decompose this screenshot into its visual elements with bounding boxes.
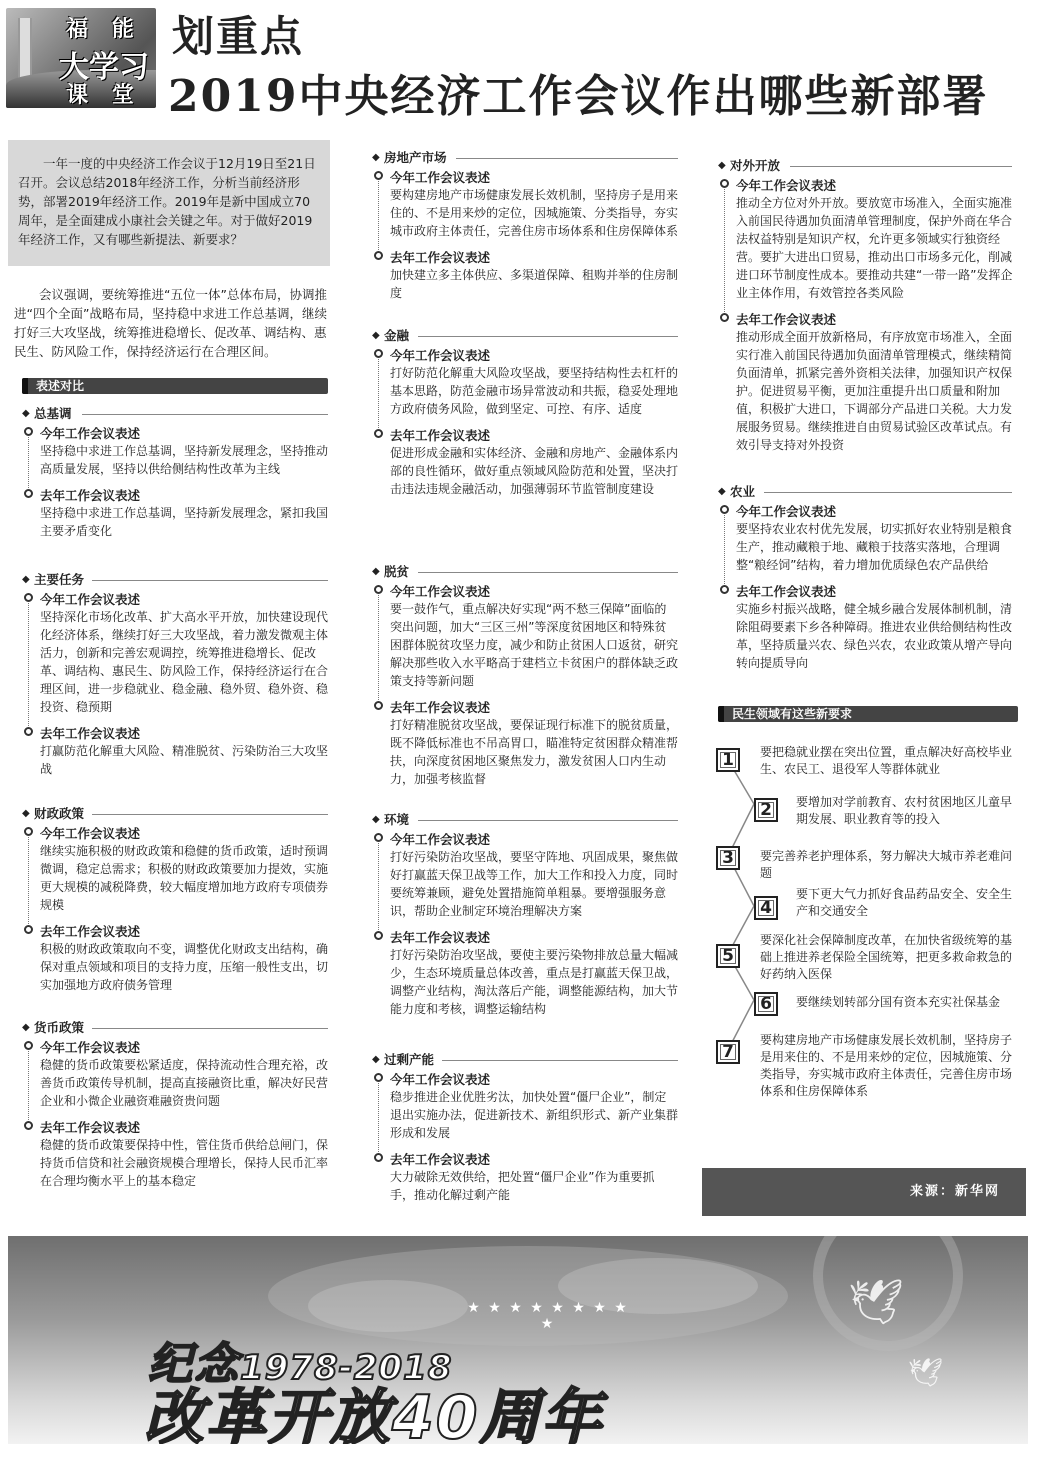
section-title: 过剩产能 — [384, 1052, 435, 1067]
logo-line-1: 福 能 — [66, 16, 142, 42]
bullet-ring-icon — [374, 251, 383, 260]
entry-text: 打好防范化解重大风险攻坚战，要坚持结构性去杠杆的基本思路，防范金融市场异常波动和共振，稳妥处理地方政府债务风险，做到坚定、可控、有序、适度 — [390, 366, 679, 416]
minsheng-item: 要把稳就业摆在突出位置，重点解决好高校毕业生、农民工、退役军人等群体就业 — [760, 745, 1013, 776]
bullet-ring-icon — [24, 827, 33, 836]
logo-line-3: 课 堂 — [66, 82, 142, 108]
section-fangdichan — [372, 148, 678, 310]
entry-label: 去年工作会议表述 — [736, 312, 837, 327]
section-title: 脱贫 — [384, 564, 410, 579]
diamond-icon: ◆ — [372, 330, 380, 341]
entry-text: 大力破除无效供给，把处置“僵尸企业”作为重要抓手，推动化解过剩产能 — [390, 1170, 655, 1202]
section-title: 总基调 — [34, 406, 72, 421]
intro-paragraph: 会议强调，要统筹推进“五位一体”总体布局，协调推进“四个全面”战略布局，坚持稳中求进工作总基调，继续打好三大攻坚战，统筹推进稳增长、促改革、调结构、惠民生、防风险工作，保持经济运行在合理区间。 — [14, 287, 327, 359]
bullet-ring-icon — [24, 1041, 33, 1050]
bullet-ring-icon — [374, 701, 383, 710]
source-credit: 来源：新华网 — [702, 1168, 1026, 1216]
bullet-ring-icon — [374, 429, 383, 438]
entry-label: 去年工作会议表述 — [390, 700, 491, 715]
section-title: 环境 — [384, 812, 410, 827]
bullet-ring-icon — [374, 833, 383, 842]
bullet-ring-icon — [374, 1073, 383, 1082]
entry-label: 今年工作会议表述 — [736, 178, 837, 193]
bullet-ring-icon — [720, 179, 729, 188]
diamond-icon: ◆ — [718, 160, 726, 171]
minsheng-item: 要构建房地产市场健康发展长效机制，坚持房子是用来住的、不是用来炒的定位，因城施策、分类指导，夯实城市政府主体责任，完善住房市场体系和住房保障体系 — [760, 1033, 1013, 1098]
banner-commemorate: 纪念 — [148, 1339, 240, 1390]
section-jinrong — [372, 326, 678, 506]
minsheng-item: 要增加对学前教育、农村贫困地区儿童早期发展、职业教育等的投入 — [796, 795, 1013, 826]
section-title: 财政政策 — [34, 806, 85, 821]
number-badge-4: 4 — [754, 896, 778, 920]
entry-text: 要坚持农业农村优先发展，切实抓好农业特别是粮食生产，推动藏粮于地、藏粮于技落实落地，合理调整“粮经饲”结构，着力增加优质绿色农产品供给 — [736, 522, 1013, 572]
bullet-ring-icon — [720, 313, 729, 322]
entry-label: 今年工作会议表述 — [40, 1040, 141, 1055]
entry-text: 实施乡村振兴战略，健全城乡融合发展体制机制，清除阻碍要素下乡各种障碍。推进农业供给侧结构性改革，坚持质量兴农、绿色兴农，农业政策从增产导向转向提质导向 — [736, 602, 1013, 670]
section-title: 金融 — [384, 328, 410, 343]
minsheng-item: 要继续划转部分国有资本充实社保基金 — [796, 995, 1001, 1009]
entry-text: 打好精准脱贫攻坚战，要保证现行标准下的脱贫质量，既不降低标准也不吊高胃口，瞄准特定贫困群众精准帮扶，向深度贫困地区聚焦发力，激发贫困人口内生动力，加强考核监督 — [390, 718, 679, 786]
diamond-icon: ◆ — [372, 566, 380, 577]
diamond-icon: ◆ — [22, 808, 30, 819]
zigzag-connector — [700, 740, 800, 1070]
entry-text: 稳健的货币政策要松紧适度，保持流动性合理充裕，改善货币政策传导机制，提高直接融资比重，解决好民营企业和小微企业融资难融资贵问题 — [40, 1058, 329, 1108]
stars-icon: ★ ★ ★ ★ ★ ★ ★ ★ ★ — [467, 1300, 629, 1332]
entry-text: 稳步推进企业优胜劣汰，加快处置“僵尸企业”，制定退出实施办法，促进新技术、新组织形式、新产业集群形成和发展 — [390, 1090, 679, 1140]
dove-icon: 🕊 — [908, 1356, 944, 1389]
diamond-icon: ◆ — [22, 408, 30, 419]
section-title: 农业 — [730, 484, 756, 499]
minsheng-item: 要完善养老护理体系，努力解决大城市养老难问题 — [760, 849, 1013, 880]
entry-label: 今年工作会议表述 — [390, 170, 491, 185]
section-title: 对外开放 — [730, 158, 781, 173]
section-huobi — [22, 1018, 328, 1198]
bullet-ring-icon — [24, 489, 33, 498]
diamond-icon: ◆ — [22, 574, 30, 585]
bullet-ring-icon — [374, 931, 383, 940]
entry-label: 今年工作会议表述 — [390, 584, 491, 599]
entry-text: 继续实施积极的财政政策和稳健的货币政策，适时预调微调，稳定总需求；积极的财政政策要加力提效，实施更大规模的减税降费，较大幅度增加地方政府专项债券规模 — [40, 844, 329, 912]
entry-text: 促进形成金融和实体经济、金融和房地产、金融体系内部的良性循环，做好重点领域风险防范和处置，坚决打击违法违规金融活动，加强薄弱环节监管制度建设 — [390, 446, 679, 496]
section-zhuyao — [22, 570, 328, 786]
entry-label: 今年工作会议表述 — [40, 592, 141, 607]
logo-line-2: 大学习 — [59, 50, 149, 85]
bullet-ring-icon — [720, 585, 729, 594]
entry-label: 去年工作会议表述 — [390, 930, 491, 945]
bullet-ring-icon — [374, 349, 383, 358]
section-huanjing — [372, 810, 678, 1026]
section-nongye — [718, 482, 1018, 680]
entry-text: 打赢防范化解重大风险、精准脱贫、污染防治三大攻坚战 — [40, 744, 329, 776]
minsheng-banner: 民生领域有这些新要求 — [718, 706, 1018, 722]
number-badge-2: 2 — [754, 798, 778, 822]
entry-label: 今年工作会议表述 — [736, 504, 837, 519]
entry-label: 去年工作会议表述 — [390, 1152, 491, 1167]
intro-box: 一年一度的中央经济工作会议于12月19日至21日召开。会议总结2018年经济工作，分析当前经济形势，部署2019年经济工作。2019年是新中国成立70周年，是全面建成小康社会关键之年。对于做好2019年经济工作，又有哪些新提法、新要求？ — [8, 140, 330, 266]
section-tuopin — [372, 562, 678, 796]
banner-line-2: 改革开放40周年 — [144, 1383, 604, 1444]
minsheng-item: 要下更大气力抓好食品药品安全、安全生产和交通安全 — [796, 887, 1013, 918]
entry-text: 坚持稳中求进工作总基调，坚持新发展理念，坚持推动高质量发展，坚持以供给侧结构性改革为主线 — [40, 444, 329, 476]
bullet-ring-icon — [374, 585, 383, 594]
diamond-icon: ◆ — [372, 814, 380, 825]
number-badge-5: 5 — [716, 944, 740, 968]
bullet-ring-icon — [24, 727, 33, 736]
entry-label: 今年工作会议表述 — [390, 1072, 491, 1087]
bullet-ring-icon — [374, 1153, 383, 1162]
banner-years: 1978-2018 — [240, 1348, 453, 1388]
section-title: 房地产市场 — [384, 150, 447, 165]
entry-label: 今年工作会议表述 — [40, 826, 141, 841]
compare-banner: 表述对比 — [22, 378, 328, 394]
bullet-ring-icon — [24, 427, 33, 436]
entry-label: 去年工作会议表述 — [40, 488, 141, 503]
entry-label: 去年工作会议表述 — [736, 584, 837, 599]
entry-text: 推动全方位对外开放。要放宽市场准入，全面实施准入前国民待遇加负面清单管理制度，保护外商在华合法权益特别是知识产权，允许更多领域实行独资经营。要扩大进出口贸易，推动出口市场多元化，削减进口环节制度性成本。要推动共建“一带一路”发挥企业主体作用，有效管控各类风险 — [736, 196, 1013, 300]
section-zong — [22, 404, 328, 548]
number-badge-3: 3 — [716, 846, 740, 870]
bullet-ring-icon — [24, 1121, 33, 1130]
minsheng-item: 要深化社会保障制度改革，在加快省级统筹的基础上推进养老保险全国统筹，把更多救命救急的好药纳入医保 — [760, 933, 1013, 981]
page-title: 2019中央经济工作会议作出哪些新部署 — [168, 71, 989, 122]
diamond-icon: ◆ — [372, 1054, 380, 1065]
diamond-icon: ◆ — [372, 152, 380, 163]
entry-text: 打好污染防治攻坚战，要坚守阵地、巩固成果，聚焦做好打赢蓝天保卫战等工作，加大工作和投入力度，同时要统筹兼顾，避免处置措施简单粗暴。要增强服务意识，帮助企业制定环境治理解决方案 — [390, 850, 679, 918]
entry-label: 今年工作会议表述 — [390, 348, 491, 363]
entry-text: 要构建房地产市场健康发展长效机制，坚持房子是用来住的、不是用来炒的定位，因城施策、分类指导，夯实城市政府主体责任，完善住房市场体系和住房保障体系 — [390, 188, 679, 238]
entry-label: 去年工作会议表述 — [390, 250, 491, 265]
bullet-ring-icon — [720, 505, 729, 514]
entry-text: 推动形成全面开放新格局，有序放宽市场准入，全面实行准入前国民待遇加负面清单管理模式，继续精简负面清单，抓紧完善外资相关法律，加强知识产权保护。促进贸易平衡，更加注重提升出口质量和附加值，积极扩大进口，下调部分产品进口关税。大力发展服务贸易。继续推进自由贸易试验区改革试点。有效引导支持对外投资 — [736, 330, 1013, 452]
number-badge-7: 7 — [716, 1040, 740, 1064]
entry-label: 去年工作会议表述 — [40, 726, 141, 741]
diamond-icon: ◆ — [718, 486, 726, 497]
entry-label: 去年工作会议表述 — [40, 1120, 141, 1135]
section-duiwai — [718, 156, 1018, 462]
section-title: 主要任务 — [34, 572, 85, 587]
entry-text: 打好污染防治攻坚战，要使主要污染物排放总量大幅减少，生态环境质量总体改善，重点是打赢蓝天保卫战，调整产业结构，淘汰落后产能，调整能源结构，加大节能力度和考核，调整运输结构 — [390, 948, 679, 1016]
section-title: 货币政策 — [34, 1020, 85, 1035]
entry-text: 坚持稳中求进工作总基调，坚持新发展理念，紧扣我国主要矛盾变化 — [40, 506, 329, 538]
entry-label: 今年工作会议表述 — [40, 426, 141, 441]
bullet-ring-icon — [24, 593, 33, 602]
number-badge-6: 6 — [754, 992, 778, 1016]
diamond-icon: ◆ — [22, 1022, 30, 1033]
number-badge-1: 1 — [716, 748, 740, 772]
entry-text: 坚持深化市场化改革、扩大高水平开放，加快建设现代化经济体系，继续打好三大攻坚战，着力激发微观主体活力，创新和完善宏观调控，统筹推进稳增长、促改革、调结构、惠民生、防风险工作，保持经济运行在合理区间，进一步稳就业、稳金融、稳外贸、稳外资、稳投资、稳预期 — [40, 610, 329, 714]
section-caizheng — [22, 804, 328, 1002]
entry-label: 去年工作会议表述 — [40, 924, 141, 939]
header — [0, 0, 1045, 130]
kicker-title: 划重点 — [172, 12, 305, 61]
entry-label: 今年工作会议表述 — [390, 832, 491, 847]
anniversary-banner — [8, 1236, 1028, 1444]
bullet-ring-icon — [24, 925, 33, 934]
entry-label: 去年工作会议表述 — [390, 428, 491, 443]
entry-text: 稳健的货币政策要保持中性，管住货币供给总闸门，保持货币信贷和社会融资规模合理增长，保持人民币汇率在合理均衡水平上的基本稳定 — [40, 1138, 329, 1188]
entry-text: 要一鼓作气，重点解决好实现“两不愁三保障”面临的突出问题，加大“三区三州”等深度贫困地区和特殊贫困群体脱贫攻坚力度，减少和防止贫困人口返贫，研究解决那些收入水平略高于建档立卡贫困户的群体缺乏政策支持等新问题 — [390, 602, 679, 688]
dove-icon: 🕊 — [848, 1277, 904, 1328]
column-logo — [6, 8, 156, 108]
bullet-ring-icon — [374, 171, 383, 180]
entry-text: 积极的财政政策取向不变，调整优化财政支出结构，确保对重点领域和项目的支持力度，压缩一般性支出，切实加强地方政府债务管理 — [40, 942, 329, 992]
section-guosheng — [372, 1050, 678, 1212]
entry-text: 加快建立多主体供应、多渠道保障、租购并举的住房制度 — [390, 268, 679, 300]
